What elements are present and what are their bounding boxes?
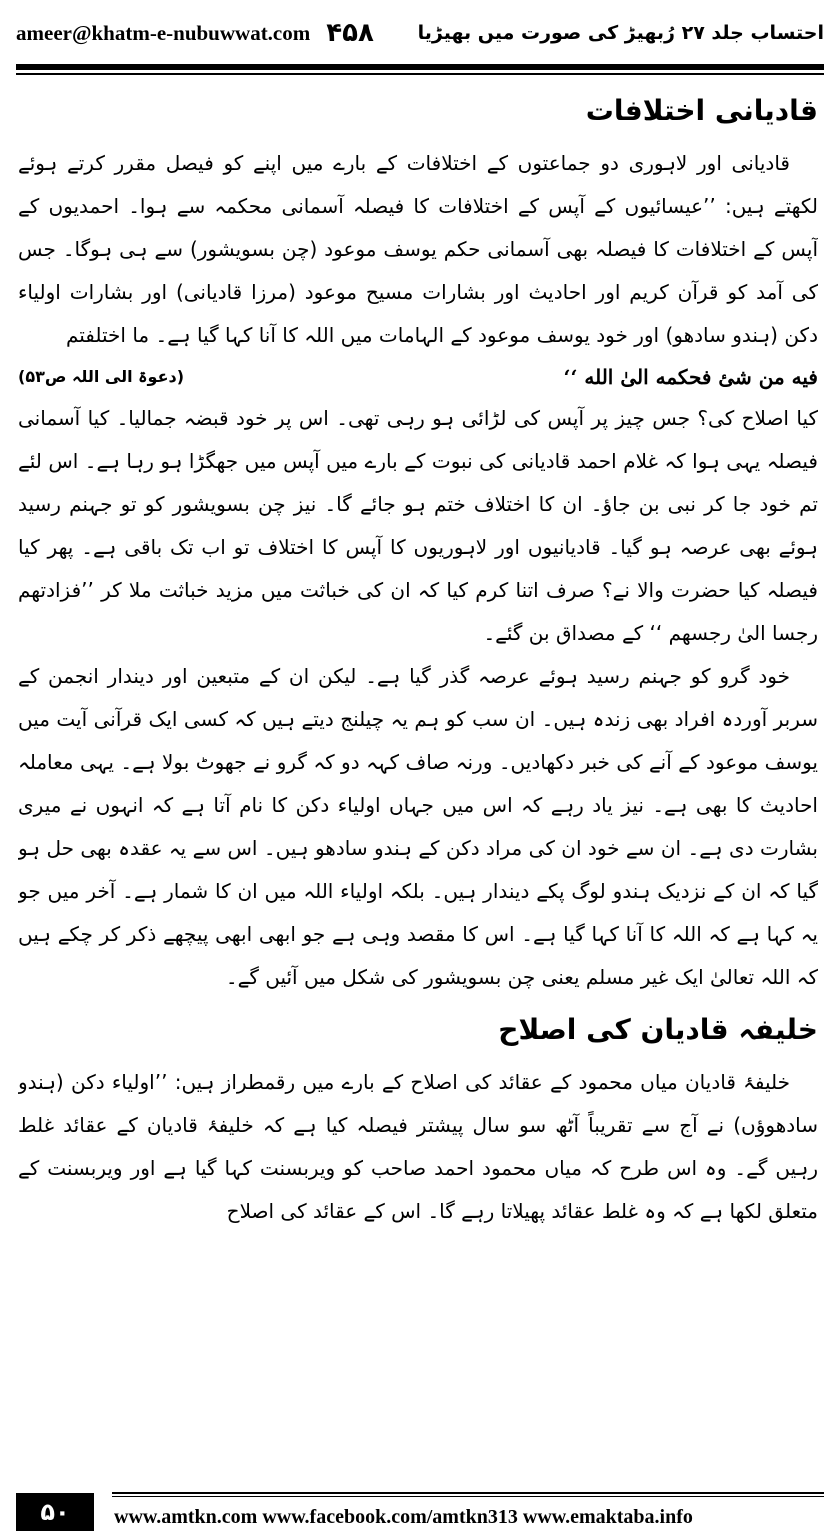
page-header bbox=[16, 8, 824, 58]
footer-links[interactable]: www.amtkn.com www.facebook.com/amtkn313 www.emaktaba.info bbox=[114, 1505, 693, 1528]
section-heading-qadiani-differences: قادیانی اختلافات bbox=[585, 94, 818, 127]
section-heading-khalifa-reform: خلیفہ قادیان کی اصلاح bbox=[498, 1013, 818, 1046]
header-email[interactable]: ameer@khatm-e-nubuwwat.com bbox=[16, 20, 311, 45]
header-book-title: احتساب جلد ۲۷ رُبھیڑ کی صورت میں بھیڑیا bbox=[417, 22, 824, 44]
header-left bbox=[16, 18, 374, 48]
header-rule-thin bbox=[16, 73, 824, 75]
arabic-quote: فيه من شئ فحكمه الىٰ الله ‘‘ bbox=[563, 365, 818, 389]
page-footer bbox=[16, 1492, 824, 1532]
arabic-quote-line bbox=[18, 357, 818, 397]
paragraph-4: خلیفۂ قادیان میاں محمود کے عقائد کی اصلاح کے بارے میں رقمطراز ہیں: ’’اولیاء دکن (ہندو سادھوؤں) نے آج سے تقریباً آٹھ سو سال پیشتر فیصلہ کیا ہے کہ خلیفۂ قادیان کے عقائد غلط رہیں گے۔ وہ اس طرح کہ میاں محمود احمد صاحب کو ویربسنت کہا گیا ہے اور ویربسنت کے متعلق لکھا ہے کہ وہ غلط عقائد پھیلاتا رہے گا۔ اس کے عقائد کی اصلاح bbox=[18, 1070, 818, 1223]
header-rule-thick bbox=[16, 64, 824, 70]
header-page-number: ۴۵۸ bbox=[326, 18, 374, 48]
paragraph-1: قادیانی اور لاہوری دو جماعتوں کے اختلافات کے بارے میں اپنے کو فیصل مقرر کرتے ہوئے لکھتے ہیں: ’’عیسائیوں کے آپس کے اختلافات کا فیصلہ آسمانی محکمہ سے ہوا۔ احمدیوں کے آپس کے اختلافات کا فیصلہ بھی آسمانی حکم یوسف موعود (چن بسویشور) سے ہی ہوگا۔ جس کی آمد کو قرآن کریم اور احادیث اور بشارات مسیح موعود (مرزا قادیانی) اور بشارات اولیاء دکن (ہندو سادھو) اور خود یوسف موعود کے الہامات میں اللہ کا آنا کہا گیا ہے۔ ما اختلفتم bbox=[18, 151, 818, 347]
citation-reference: (دعوۃ الی اللہ ص۵۳) bbox=[18, 367, 185, 386]
paragraph-3: خود گرو کو جہنم رسید ہوئے عرصہ گذر گیا ہے۔ لیکن ان کے متبعین اور دیندار انجمن کے سربر آوردہ افراد بھی زندہ ہیں۔ ان سب کو ہم یہ چیلنج دیتے ہیں کہ کسی ایک قرآنی آیت میں یوسف موعود کے آنے کی خبر دکھادیں۔ ورنہ صاف کہہ دو کہ گرو نے جھوٹ بولا ہے۔ یہی معاملہ احادیث کا بھی ہے۔ نیز یاد رہے کہ اس میں جہاں اولیاء دکن کا نام آتا ہے کہ انہوں نے میری بشارت دی ہے۔ ان سے خود ان کی مراد دکن کے ہندو سادھو ہیں۔ اس سے یہ عقدہ بھی حل ہو گیا کہ ان کے نزدیک ہندو لوگ پکے دیندار ہیں۔ بلکہ اولیاء اللہ میں ان کا شمار ہے۔ آخر میں جو یہ کہا ہے کہ اللہ کا آنا کہا گیا ہے۔ اس کا مقصد وہی ہے جو ابھی ابھی پیچھے ذکر کر چکے ہیں کہ اللہ تعالیٰ ایک غیر مسلم یعنی چن بسویشور کی شکل میں آئیں گے۔ bbox=[18, 664, 818, 989]
footer-page-number: ۵۰ bbox=[16, 1493, 94, 1531]
page-content bbox=[18, 80, 818, 1480]
paragraph-2: کیا اصلاح کی؟ جس چیز پر آپس کی لڑائی ہو رہی تھی۔ اس پر خود قبضہ جمالیا۔ کیا آسمانی فیصلہ یہی ہوا کہ غلام احمد قادیانی کی نبوت کے بارے میں آپس میں جھگڑا ہو رہا ہے۔ اس لئے تم خود جا کر نبی بن جاؤ۔ ان کا اختلاف ختم ہو جائے گا۔ نیز چن بسویشور کو تو جہنم رسید ہوئے بھی عرصہ ہو گیا۔ قادیانیوں اور لاہوریوں کا آپس کا اختلاف تو اب تک باقی ہے۔ پھر کیا فیصلہ کیا حضرت والا نے؟ صرف اتنا کرم کیا کہ ان کی خباثت میں مزید خباثت ملا کر ’’فزادتهم رجسا الىٰ رجسهم ‘‘ کے مصداق بن گئے۔ bbox=[18, 406, 818, 645]
footer-rules bbox=[112, 1492, 824, 1498]
